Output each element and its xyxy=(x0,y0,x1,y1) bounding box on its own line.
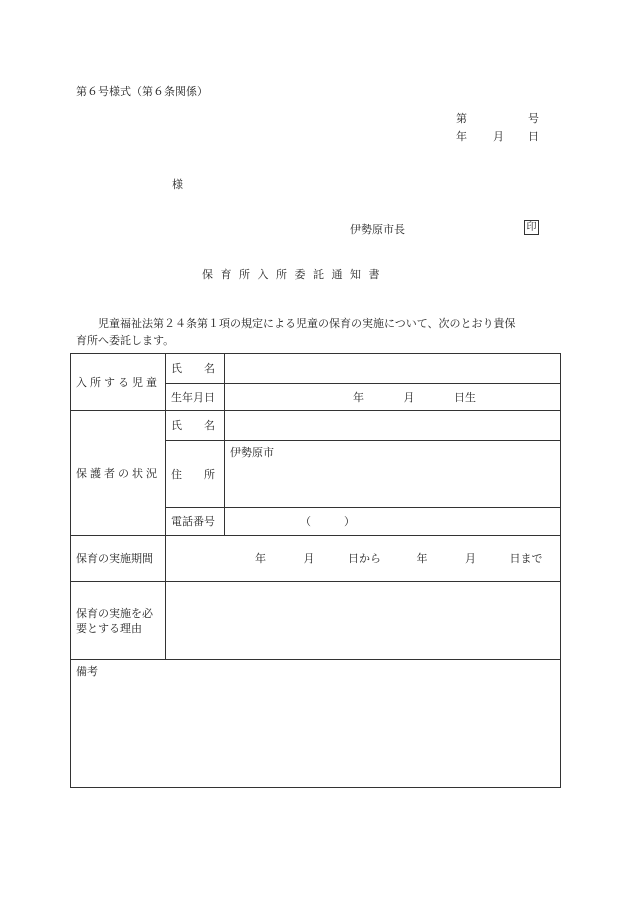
guardian-address-value[interactable]: 伊勢原市 xyxy=(225,441,561,508)
child-header: 入所する児童 xyxy=(71,354,166,411)
period-value[interactable] xyxy=(166,536,561,582)
addressee-suffix: 様 xyxy=(172,178,183,191)
birth-year: 年 xyxy=(353,390,364,404)
entrustment-table xyxy=(70,353,561,788)
period-label: 保育の実施期間 xyxy=(71,536,166,582)
guardian-name-value[interactable] xyxy=(225,411,561,441)
guardian-header: 保護者の状況 xyxy=(71,411,166,536)
reason-label: 保育の実施を必要とする理由 xyxy=(71,582,166,660)
reason-value[interactable] xyxy=(166,582,561,660)
guardian-phone-label: 電話番号 xyxy=(166,508,225,536)
date-month: 月 xyxy=(493,130,504,143)
doc-no-go: 号 xyxy=(528,112,539,125)
remarks-label: 備考 xyxy=(76,665,98,678)
period-to-year: 年 xyxy=(416,552,428,565)
period-from-day: 日から xyxy=(348,552,381,565)
period-to-day: 日まで xyxy=(509,552,543,565)
birth-month: 月 xyxy=(403,390,415,404)
child-birth-value[interactable] xyxy=(225,384,561,411)
child-birth-label: 生年月日 xyxy=(166,384,225,411)
intro-line-1: 児童福祉法第２４条第１項の規定による児童の保育の実施について、次のとおり貴保 xyxy=(98,317,516,330)
guardian-name-label: 氏 名 xyxy=(166,411,225,441)
seal-mark: 印 xyxy=(524,220,539,235)
issuer: 伊勢原市長 xyxy=(350,223,405,236)
guardian-phone-value[interactable] xyxy=(225,508,561,536)
remarks-cell[interactable] xyxy=(71,660,561,788)
period-from-year: 年 xyxy=(255,552,266,565)
form-number: 第６号様式（第６条関係） xyxy=(76,85,208,98)
phone-parens: （ ） xyxy=(300,515,355,528)
intro-line-2: 育所へ委託します。 xyxy=(76,334,175,347)
date-year: 年 xyxy=(456,130,467,143)
period-to-month: 月 xyxy=(465,552,476,565)
doc-no-dai: 第 xyxy=(456,112,467,125)
child-name-value[interactable] xyxy=(225,354,561,384)
document-title: 保 育 所 入 所 委 託 通 知 書 xyxy=(202,268,382,281)
period-from-month: 月 xyxy=(303,552,315,565)
guardian-address-label: 住 所 xyxy=(166,441,225,508)
child-name-label: 氏 名 xyxy=(166,354,225,384)
date-day: 日 xyxy=(528,130,539,143)
birth-day: 日生 xyxy=(454,390,476,404)
